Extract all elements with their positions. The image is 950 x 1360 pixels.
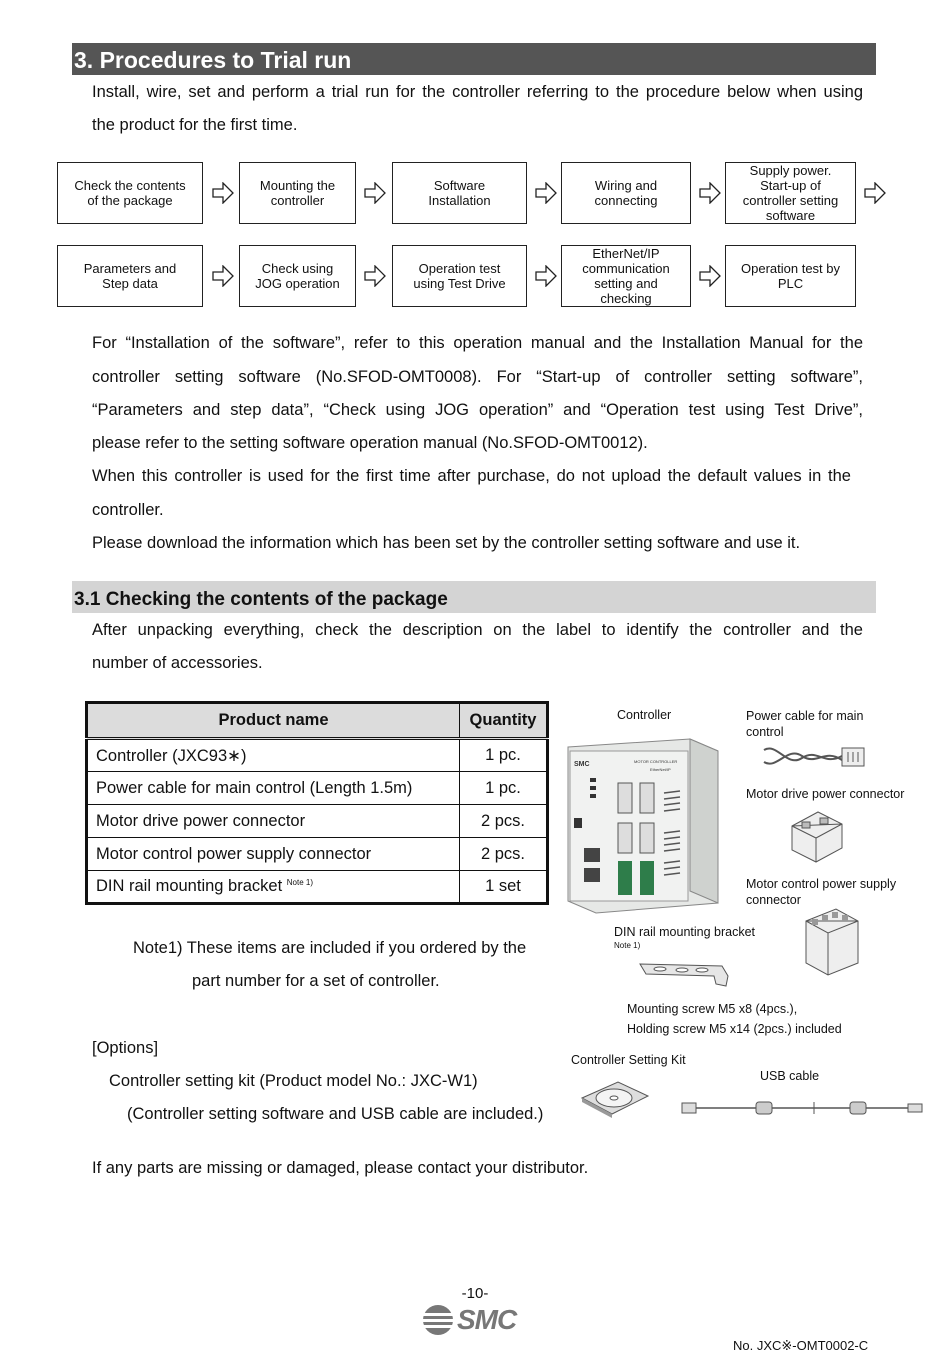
subsection-title: 3.1 Checking the contents of the package xyxy=(72,581,876,613)
missing-parts-note: If any parts are missing or damaged, please contact your distributor. xyxy=(92,1159,589,1177)
smc-logo xyxy=(421,1302,516,1338)
device-model: MOTOR CONTROLLER xyxy=(634,759,678,764)
body-line-4: please refer to the setting software operation manual (No.SFOD-OMT0012). xyxy=(92,434,648,452)
flow-arrow-icon xyxy=(212,182,234,204)
product-name: Motor control power supply connector xyxy=(87,838,460,871)
flow-step: Check the contents of the package xyxy=(57,162,203,224)
flow-step: Software Installation xyxy=(392,162,527,224)
body-line-7: Please download the information which has been set by the controller setting software and use it. xyxy=(92,534,801,552)
body-line-2: controller setting software (No.SFOD-OMT0008). For “Start-up of controller setting software”, xyxy=(92,368,863,386)
product-qty: 1 set xyxy=(460,871,548,904)
product-qty: 1 pc. xyxy=(460,739,548,772)
intro-line-1: Install, wire, set and perform a trial run for the controller referring to the procedure below when using xyxy=(92,83,863,101)
flow-step: Supply power. Start-up of controller setting software xyxy=(725,162,856,224)
body-line-1: For “Installation of the software”, refer to this operation manual and the Installation Manual for the xyxy=(92,334,863,352)
note-marker: Note 1) xyxy=(286,878,313,887)
sub-intro-line-2: number of accessories. xyxy=(92,654,263,672)
product-qty: 2 pcs. xyxy=(460,838,548,871)
body-line-5: When this controller is used for the first time after purchase, do not upload the default values in the xyxy=(92,467,851,485)
flow-step: Check using JOG operation xyxy=(239,245,356,307)
product-qty: 1 pc. xyxy=(460,772,548,805)
flow-arrow-icon xyxy=(535,182,557,204)
table-row xyxy=(87,739,548,772)
flow-arrow-icon xyxy=(364,182,386,204)
flow-arrow-icon xyxy=(864,182,886,204)
usb-cable-image xyxy=(680,1096,942,1120)
flow-step: Operation test using Test Drive xyxy=(392,245,527,307)
logo-text: SMC xyxy=(457,1304,517,1335)
product-name-cell xyxy=(87,871,460,904)
note1-line-1: Note1) These items are included if you ordered by the xyxy=(133,939,527,957)
sub-intro-line-1: After unpacking everything, check the description on the label to identify the controller and the xyxy=(92,621,863,639)
flow-step: Wiring and connecting xyxy=(561,162,691,224)
table-row xyxy=(87,838,548,871)
product-name: Motor drive power connector xyxy=(87,805,460,838)
col-header-quantity: Quantity xyxy=(460,703,548,739)
flow-arrow-icon xyxy=(212,265,234,287)
options-sub: (Controller setting software and USB cable are included.) xyxy=(127,1105,544,1123)
table-row xyxy=(87,805,548,838)
note1-line-2: part number for a set of controller. xyxy=(192,972,440,990)
flow-step: Mounting the controller xyxy=(239,162,356,224)
label-power-cable: Power cable for main control xyxy=(746,709,864,739)
smc-logo-icon xyxy=(421,1303,455,1337)
motor-control-connector-image xyxy=(802,905,862,977)
flow-step: Parameters and Step data xyxy=(57,245,203,307)
flow-step: EtherNet/IP communication setting and checking xyxy=(561,245,691,307)
product-name: DIN rail mounting bracket xyxy=(96,877,283,895)
device-brand: SMC xyxy=(574,761,590,768)
package-contents-table xyxy=(85,701,549,905)
label-usb-cable: USB cable xyxy=(760,1069,820,1083)
flow-arrow-icon xyxy=(535,265,557,287)
label-din-rail: DIN rail mounting bracket xyxy=(614,925,756,939)
doc-number: No. JXC※-OMT0002-C xyxy=(733,1338,869,1353)
label-motor-drive: Motor drive power connector xyxy=(746,787,905,801)
page-number: -10- xyxy=(461,1285,489,1302)
motor-drive-connector-image xyxy=(788,806,846,866)
label-setting-kit: Controller Setting Kit xyxy=(571,1053,686,1067)
power-cable-image xyxy=(762,740,880,776)
body-line-6: controller. xyxy=(92,501,164,519)
flow-arrow-icon xyxy=(699,265,721,287)
table-row xyxy=(87,772,548,805)
options-title: [Options] xyxy=(92,1039,159,1057)
product-name: Controller (JXC93∗) xyxy=(87,739,460,772)
product-name: Power cable for main control (Length 1.5m) xyxy=(87,772,460,805)
setting-kit-cd-image xyxy=(578,1078,650,1120)
table-row xyxy=(87,871,548,904)
din-rail-bracket-image xyxy=(636,958,732,990)
label-motor-control: Motor control power supply connector xyxy=(746,877,897,907)
device-sub: EtherNet/IP xyxy=(650,767,671,772)
label-din-note: Note 1) xyxy=(614,941,641,950)
options-item: Controller setting kit (Product model No.: JXC-W1) xyxy=(109,1072,478,1090)
col-header-product: Product name xyxy=(87,703,460,739)
product-qty: 2 pcs. xyxy=(460,805,548,838)
flow-step: Operation test by PLC xyxy=(725,245,856,307)
section-title: 3. Procedures to Trial run xyxy=(72,43,876,75)
flow-arrow-icon xyxy=(699,182,721,204)
controller-image xyxy=(560,733,725,918)
label-screws: Mounting screw M5 x8 (4pcs.), Holding screw M5 x14 (2pcs.) included xyxy=(627,1002,842,1036)
intro-line-2: the product for the first time. xyxy=(92,116,298,134)
label-controller: Controller xyxy=(617,708,672,722)
body-line-3: “Parameters and step data”, “Check using JOG operation” and “Operation test using Test Drive”, xyxy=(92,401,863,419)
flow-arrow-icon xyxy=(364,265,386,287)
